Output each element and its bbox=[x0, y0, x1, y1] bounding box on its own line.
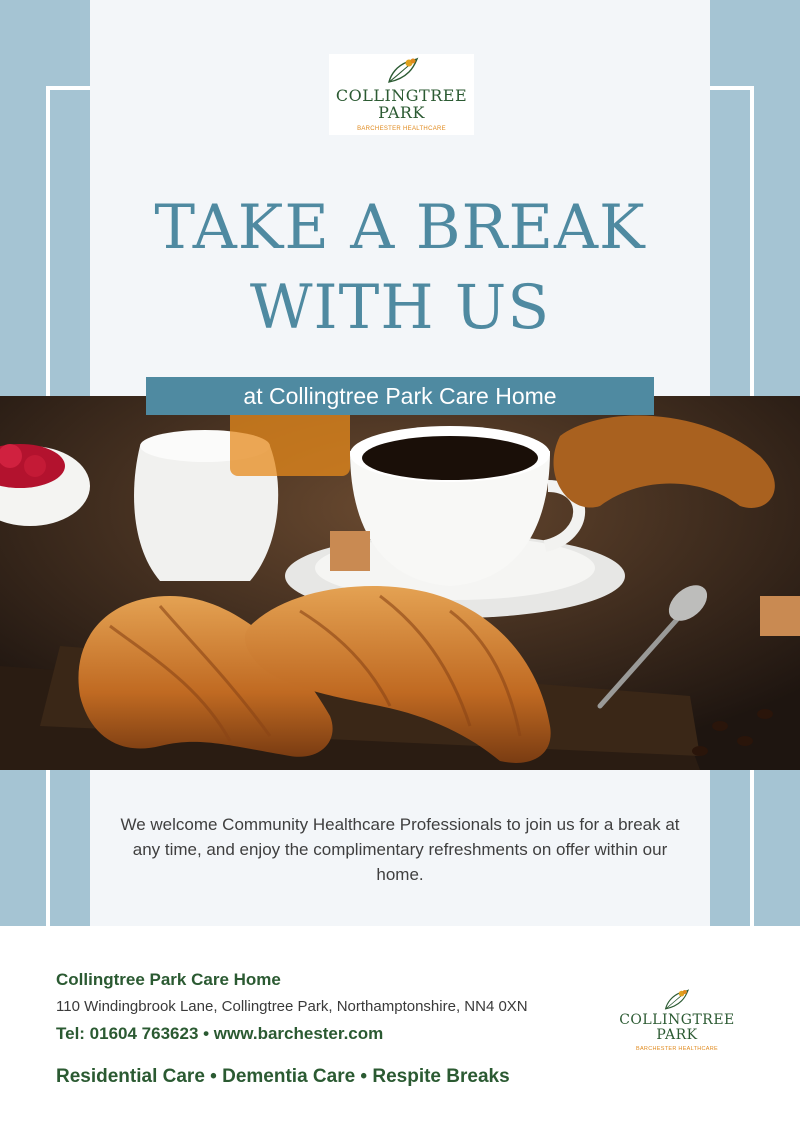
footer-logo bbox=[614, 984, 740, 1056]
subtitle-banner: at Collingtree Park Care Home bbox=[146, 377, 654, 415]
headline bbox=[90, 188, 710, 348]
footer-logo-name-line1: COLLINGTREE bbox=[619, 1012, 735, 1028]
headline-line2: WITH US bbox=[249, 272, 551, 343]
header-logo bbox=[329, 54, 474, 135]
footer-services: Residential Care • Dementia Care • Respite Breaks bbox=[56, 1066, 510, 1087]
logo-tagline: BARCHESTER HEALTHCARE bbox=[357, 126, 446, 132]
footer-address: 110 Windingbrook Lane, Collingtree Park, Northamptonshire, NN4 0XN bbox=[56, 998, 528, 1015]
footer-logo-name-line2: PARK bbox=[656, 1027, 698, 1043]
oak-leaf-icon bbox=[662, 988, 690, 1012]
logo-name-line1: COLLINGTREE bbox=[335, 86, 468, 105]
body-paragraph: We welcome Community Healthcare Professionals to join us for a break at any time, and enjoy the complimentary refreshments on offer within our home. bbox=[120, 815, 680, 884]
breakfast-photo-icon bbox=[0, 396, 800, 770]
headline-line1: TAKE A BREAK bbox=[154, 192, 646, 263]
breakfast-photo bbox=[0, 396, 800, 770]
footer-logo-tagline: BARCHESTER HEALTHCARE bbox=[636, 1046, 718, 1052]
logo-name-line2: PARK bbox=[378, 103, 425, 122]
frame-line-top-left bbox=[46, 86, 90, 90]
footer bbox=[0, 926, 800, 1122]
frame-line-top-right bbox=[710, 86, 754, 90]
footer-contact: Tel: 01604 763623 • www.barchester.com bbox=[56, 1024, 384, 1043]
oak-leaf-icon bbox=[385, 56, 419, 86]
footer-home-name: Collingtree Park Care Home bbox=[56, 970, 281, 989]
